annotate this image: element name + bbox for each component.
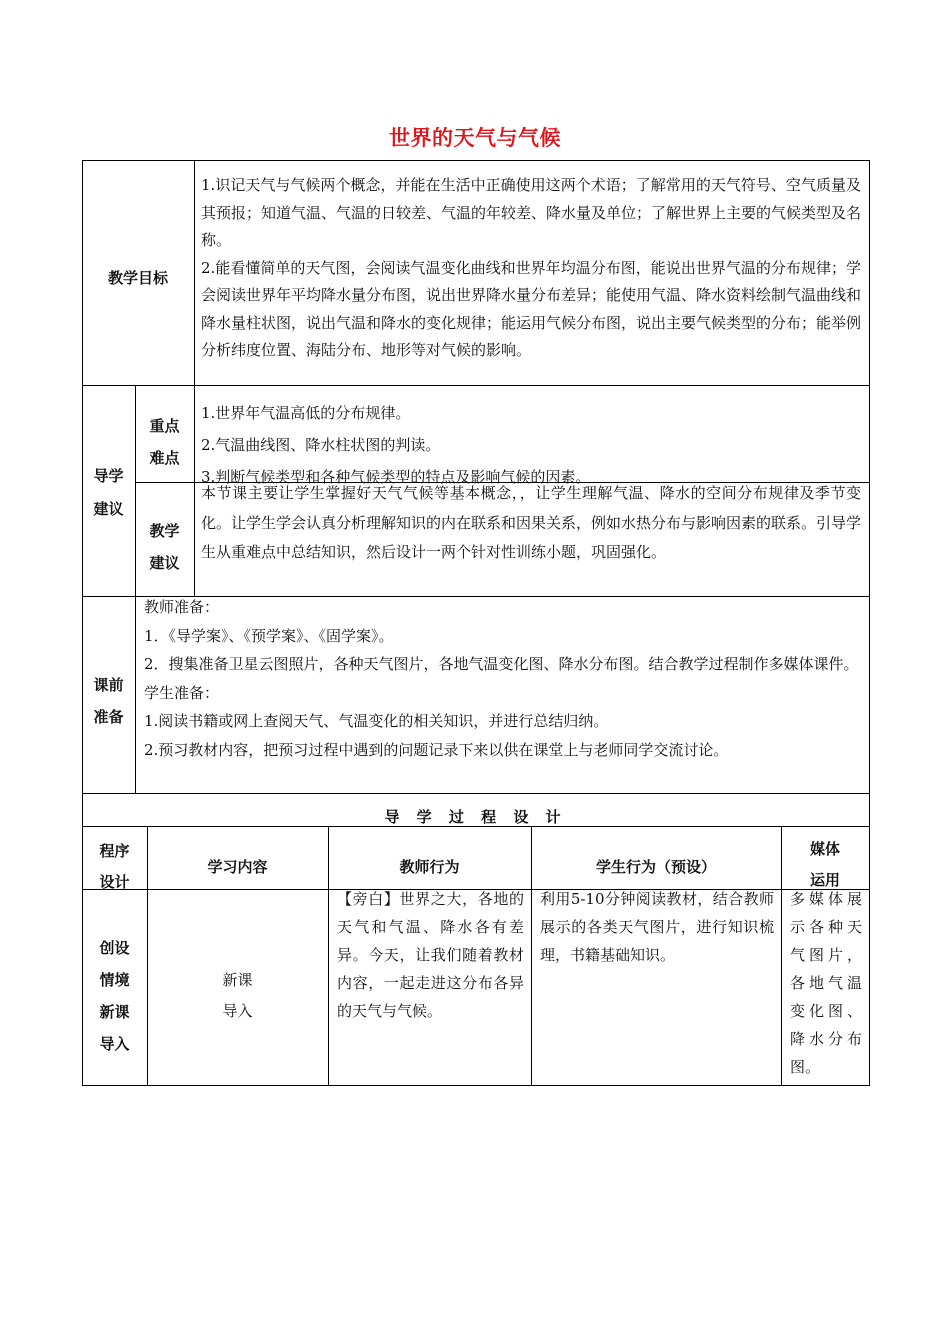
teacher-prep-title: 教师准备： (144, 598, 220, 616)
row-divider (82, 793, 869, 794)
teacher-prep-item: 1．《导学案》、《预学案》、《固学案》。 (144, 626, 394, 645)
key-point: 2.气温曲线图、降水柱状图的判读。 (201, 436, 441, 454)
teaching-label-line: 教学 (149, 522, 180, 540)
process-heading: 导 学 过 程 设 计 (384, 808, 567, 826)
col-header-content: 学习内容 (207, 858, 268, 876)
step-line: 创设 (99, 939, 130, 957)
step-cell (82, 932, 147, 1060)
objectives-label: 教学目标 (107, 269, 168, 287)
col-header-line: 程序 (99, 842, 130, 860)
col-header-step (82, 836, 147, 898)
col-header-line: 运用 (809, 871, 840, 889)
guide-label-line: 建议 (93, 500, 124, 518)
teaching-advice-label (135, 515, 194, 579)
prep-text (144, 593, 862, 764)
prep-label (82, 669, 135, 733)
teaching-advice-text: 本节课主要让学生掌握好天气气候等基本概念，，让学生理解气温、降水的空间分布规律及季节变化。让学生学会认真分析理解知识的内在联系和因果关系，例如水热分布与影响因素的联系。引导学生从重难点中总结知识，然后设计一两个针对性训练小题，巩固强化。 (201, 484, 862, 561)
key-points-label (135, 410, 194, 474)
step-line: 新课 (99, 1003, 130, 1021)
step-line: 情境 (99, 971, 130, 989)
table-border-bottom (82, 1085, 870, 1086)
student-prep-title: 学生准备： (144, 683, 220, 702)
prep-label-line: 课前 (93, 676, 124, 694)
col-header-line: 设计 (99, 873, 130, 891)
key-label-line: 重点 (149, 417, 180, 435)
col-header-teacher: 教师行为 (399, 858, 460, 876)
col-header-student: 学生行为（预设） (595, 858, 716, 876)
media-cell: 多媒体展示各种天气图片，各地气温变化图、降水分布图。 (790, 890, 862, 1076)
teacher-behavior-cell: 【旁白】世界之大，各地的天气和气温、降水各有差异。今天，让我们随着教材内容，一起走进这分布各异的天气与气候。 (337, 890, 524, 1020)
content-cell (147, 965, 328, 1027)
col-header-line: 媒体 (809, 840, 840, 858)
key-point: 1.世界年气温高低的分布规律。 (201, 404, 411, 422)
teacher-prep-item: 2．搜集准备卫星云图照片，各种天气图片，各地气温变化图、降水分布图。结合教学过程制作多媒体课件。 (144, 655, 859, 673)
table-border-right (869, 160, 870, 1086)
page-title: 世界的天气与气候 (389, 126, 561, 150)
guide-label-line: 导学 (93, 467, 124, 485)
row-divider (82, 385, 869, 386)
prep-label-line: 准备 (93, 708, 124, 726)
col-divider (194, 160, 195, 386)
student-prep-item: 2.预习教材内容，把预习过程中遇到的问题记录下来以供在课堂上与老师同学交流讨论。 (144, 740, 729, 759)
key-point: 3.判断气候类型和各种气候类型的特点及影响气候的因素。 (201, 468, 591, 486)
objective-1: 1.识记天气与气候两个概念，并能在生活中正确使用这两个术语；了解常用的天气符号、空气质量及其预报；知道气温、气温的日较差、气温的年较差、降水量及单位；了解世界上主要的气候类型及名称。 (201, 176, 862, 249)
content-line: 新课 (222, 971, 253, 989)
student-prep-item: 1.阅读书籍或网上查阅天气、气温变化的相关知识，并进行总结归纳。 (144, 712, 609, 730)
student-behavior-cell: 利用5-10分钟阅读教材，结合教师展示的各类天气图片，进行知识梳理，书籍基础知识。 (540, 890, 774, 964)
teaching-label-line: 建议 (149, 554, 180, 572)
guide-label (82, 460, 135, 526)
table-border-top (82, 160, 869, 161)
key-label-line: 难点 (149, 449, 180, 467)
objectives-text (201, 172, 861, 365)
col-divider (194, 385, 195, 597)
content-line: 导入 (222, 1002, 253, 1020)
objective-2: 2.能看懂简单的天气图，会阅读气温变化曲线和世界年均温分布图，能说出世界气温的分布规律；学会阅读世界年平均降水量分布图，说出世界降水量分布差异；能使用气温、降水资料绘制气温曲线和降水量柱状图，说出气温和降水的变化规律；能运用气候分布图，说出主要气候类型的分布；能举例分析纬度位置、海陆分布、地形等对气候的影响。 (201, 258, 862, 359)
step-line: 导入 (99, 1035, 130, 1053)
